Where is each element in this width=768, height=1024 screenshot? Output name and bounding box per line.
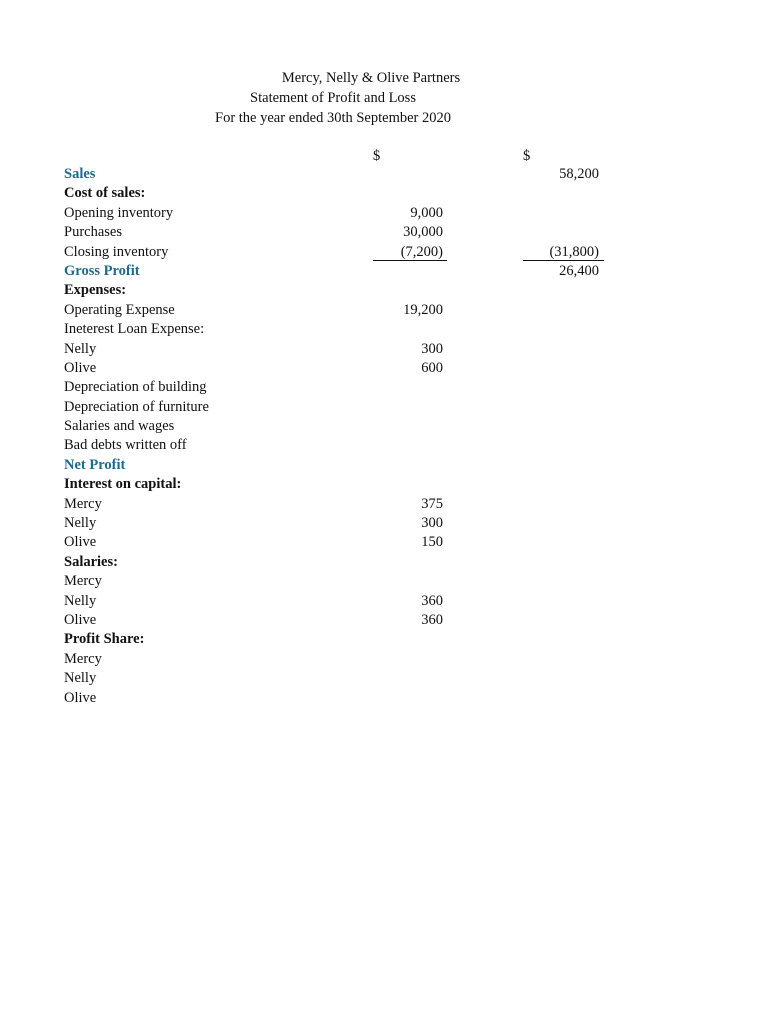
- amount-col2: (31,800): [523, 243, 604, 261]
- statement-row: [0, 204, 768, 223]
- section-heading: Cost of sales:: [64, 185, 146, 202]
- statement-row: [0, 165, 768, 184]
- statement-title: Statement of Profit and Loss: [250, 90, 416, 106]
- currency-header-col2: $: [523, 148, 531, 164]
- statement-row: [0, 553, 768, 572]
- company-name: Mercy, Nelly & Olive Partners: [281, 70, 461, 86]
- row-label: Bad debts written off: [64, 437, 187, 454]
- row-label: Nelly: [64, 340, 97, 357]
- section-heading: Profit Share:: [64, 631, 145, 648]
- statement-row: [0, 417, 768, 436]
- amount-col1: 600: [421, 359, 443, 376]
- statement-row: [0, 630, 768, 649]
- statement-row: [0, 223, 768, 242]
- statement-row: [0, 320, 768, 339]
- amount-col1: 360: [421, 611, 443, 628]
- statement-row: [0, 359, 768, 378]
- amount-col1: 300: [421, 340, 443, 357]
- section-heading: Gross Profit: [64, 262, 140, 279]
- row-label: Operating Expense: [64, 301, 175, 318]
- section-heading: Interest on capital:: [64, 476, 182, 493]
- row-label: Opening inventory: [64, 204, 174, 221]
- row-label: Closing inventory: [64, 243, 169, 260]
- row-label: Olive: [64, 611, 97, 628]
- statement-row: [0, 475, 768, 494]
- statement-row: [0, 669, 768, 688]
- statement-row: [0, 514, 768, 533]
- statement-row: [0, 495, 768, 514]
- row-label: Depreciation of furniture: [64, 398, 209, 415]
- row-label: Nelly: [64, 592, 97, 609]
- statement-row: [0, 184, 768, 203]
- row-label: Nelly: [64, 515, 97, 532]
- statement-row: [0, 533, 768, 552]
- currency-header-col1: $: [373, 148, 381, 164]
- amount-col1: 150: [421, 534, 443, 551]
- amount-col1: (7,200): [373, 243, 447, 261]
- statement-row: [0, 243, 768, 262]
- row-label: Olive: [64, 534, 97, 551]
- statement-row: [0, 378, 768, 397]
- section-heading: Salaries:: [64, 553, 118, 570]
- statement-row: [0, 436, 768, 455]
- statement-row: [0, 301, 768, 320]
- statement-row: [0, 281, 768, 300]
- statement-period: For the year ended 30th September 2020: [215, 110, 451, 126]
- amount-col1: 375: [421, 495, 443, 512]
- statement-row: [0, 611, 768, 630]
- amount-col1: 300: [421, 515, 443, 532]
- amount-col2: 26,400: [559, 262, 599, 279]
- statement-row: [0, 650, 768, 669]
- amount-col1: 360: [421, 592, 443, 609]
- row-label: Depreciation of building: [64, 379, 207, 396]
- statement-row: [0, 398, 768, 417]
- row-label: Olive: [64, 359, 97, 376]
- row-label: Mercy: [64, 573, 102, 590]
- statement-row: [0, 689, 768, 708]
- row-label: Olive: [64, 689, 97, 706]
- row-label: Salaries and wages: [64, 418, 175, 435]
- statement-row: [0, 572, 768, 591]
- section-heading: Expenses:: [64, 282, 127, 299]
- row-label: Purchases: [64, 224, 122, 241]
- statement-row: [0, 592, 768, 611]
- section-heading: Sales: [64, 166, 96, 182]
- section-heading: Net Profit: [64, 456, 126, 473]
- amount-col1: 9,000: [410, 204, 443, 221]
- row-label: Nelly: [64, 670, 97, 687]
- statement-row: [0, 340, 768, 359]
- statement-table: [0, 165, 768, 708]
- amount-col2: 58,200: [559, 166, 599, 182]
- statement-row: [0, 262, 768, 281]
- row-label: Mercy: [64, 650, 102, 667]
- row-label: Mercy: [64, 495, 102, 512]
- amount-col1: 30,000: [403, 224, 443, 241]
- statement-row: [0, 456, 768, 475]
- row-label: Ineterest Loan Expense:: [64, 321, 205, 338]
- amount-col1: 19,200: [403, 301, 443, 318]
